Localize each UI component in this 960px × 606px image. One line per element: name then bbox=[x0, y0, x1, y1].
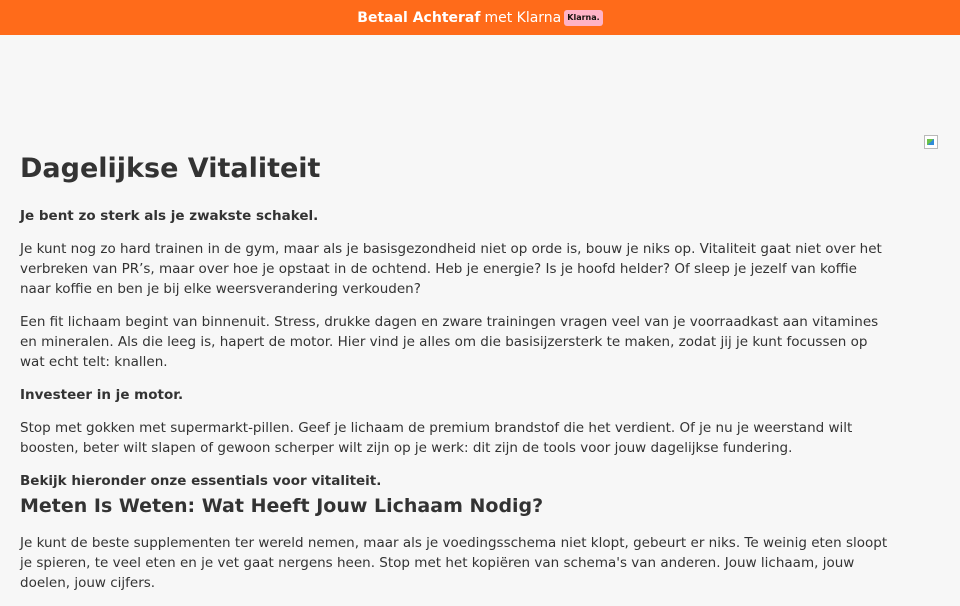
klarna-promo-bar[interactable] bbox=[0, 0, 960, 35]
subheading-text: Investeer in je motor. bbox=[20, 387, 184, 403]
body-paragraph-2: Stop met gokken met supermarkt-pillen. Geef je lichaam de premium brandstof die het verdient. Of je nu je weerstand wilt boosten, beter wilt slapen of gewoon scherper wilt zijn op je werk: dit zijn de tools voor jouw dagelijkse fundering. bbox=[20, 420, 853, 456]
klarna-logo: Klarna. bbox=[564, 10, 602, 26]
intro-paragraph: Je kunt nog zo hard trainen in de gym, maar als je basisgezondheid niet op orde is, bouw je niks op. Vitaliteit gaat niet over het verbreken van PR’s, maar over hoe je opstaat in de ochtend. Heb je energie? Is je hoofd helder? Of sleep je jezelf van koffie naar koffie en ben je bij elke weersverandering verkouden? bbox=[20, 241, 882, 297]
main-content bbox=[20, 150, 890, 606]
cta-text: Bekijk hieronder onze essentials voor vitaliteit. bbox=[20, 473, 382, 489]
broken-image-icon bbox=[924, 135, 938, 149]
section-title: Meten Is Weten: Wat Heeft Jouw Lichaam Nodig? bbox=[20, 495, 544, 517]
promo-bold-text: Betaal Achteraf bbox=[357, 9, 481, 26]
lead-text: Je bent zo sterk als je zwakste schakel. bbox=[20, 208, 319, 224]
page-title: Dagelijkse Vitaliteit bbox=[20, 153, 321, 184]
body-paragraph: Een fit lichaam begint van binnenuit. Stress, drukke dagen en zware trainingen vragen veel van je voorraadkast aan vitamines en mineralen. Als die leeg is, hapert de motor. Hier vind je alles om die basisijzersterk te maken, zodat jij je kunt focussen op wat echt telt: knallen. bbox=[20, 314, 879, 370]
section-paragraph: Je kunt de beste supplementen ter wereld nemen, maar als je voedingsschema niet klopt, gebeurt er niks. Te weinig eten sloopt je spieren, te veel eten en je vet gaat nergens heen. Stop met het kopiëren van schema's van anderen. Jouw lichaam, jouw doelen, jouw cijfers. bbox=[20, 535, 888, 591]
promo-text: met Klarna bbox=[484, 9, 562, 26]
